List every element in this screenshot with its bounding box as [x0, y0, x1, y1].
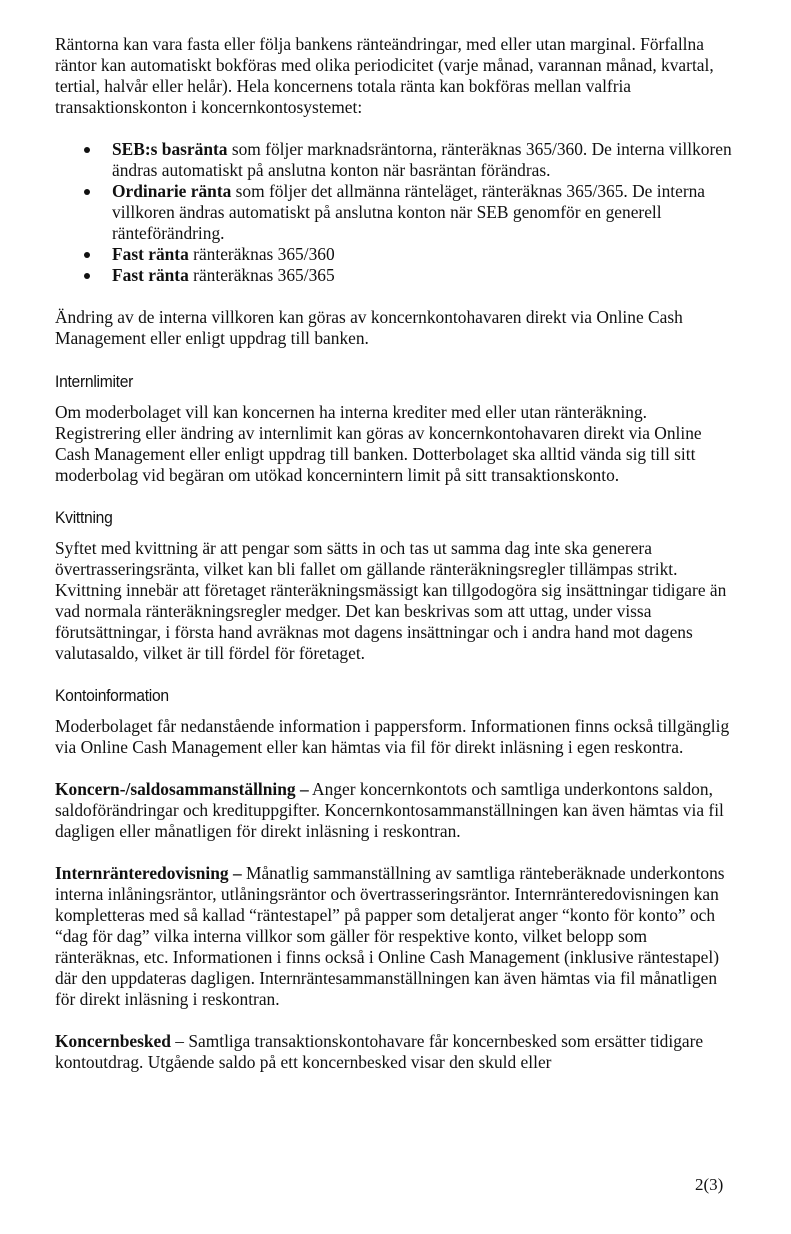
section-heading-kvittning: Kvittning	[55, 508, 113, 527]
rate-text: ränteräknas 365/365	[188, 265, 335, 285]
internlimiter-paragraph: Om moderbolaget vill kan koncernen ha interna krediter med eller utan ränteräkning. Registrering eller ändring av internlimit kan göras av koncernkontohavaren direkt via Online Cash Management eller enligt uppdrag till banken. Dotterbolaget ska alltid vända sig till sitt moderbolag vid begäran om utökad koncernintern limit på sitt transaktionskonto.	[55, 402, 702, 485]
info-text: Anger koncernkontots och samtliga underkontons saldon, saldoförändringar och kredituppgifter. Koncernkontosammanställningen kan även hämtas via fil dagligen eller månatligen för direkt inläsning i reskontran.	[55, 779, 724, 841]
list-item	[112, 139, 735, 181]
section-heading-internlimiter: Internlimiter	[55, 372, 134, 391]
info-item-koncernbesked	[55, 1031, 735, 1073]
intro-paragraph: Räntorna kan vara fasta eller följa bankens ränteändringar, med eller utan marginal. Förfallna räntor kan automatiskt bokföras med olika periodicitet (varje månad, varannan månad, kvartal, tertial, halvår eller helår). Hela koncernens totala ränta kan bokföras mellan valfria transaktionskonton i koncernkontosystemet:	[55, 34, 714, 117]
rate-text: som följer marknadsräntorna, ränteräknas 365/360. De interna villkoren ändras automatiskt på anslutna konton när basräntan förändras.	[112, 139, 732, 180]
info-term: Koncern-/saldosammanställning –	[55, 779, 309, 799]
rate-term: Ordinarie ränta	[112, 181, 232, 201]
kvittning-paragraph: Syftet med kvittning är att pengar som sätts in och tas ut samma dag inte ska generera övertrasseringsränta, vilket kan bli fallet om gällande ränteräkningsregler tillämpas strikt. Kvittning innebär att företaget ränteräkningsmässigt kan tillgodogöra sig insättningar tidigare än vad normala ränteräkningsregler medger. Det kan beskrivas som att uttag, under vissa förutsättningar, i första hand avräknas mot dagens insättningar och i andra hand mot dagens valutasaldo, vilket är till fördel för företaget.	[55, 538, 727, 663]
change-paragraph: Ändring av de interna villkoren kan göras av koncernkontohavaren direkt via Online Cash Management eller enligt uppdrag till banken.	[55, 307, 683, 348]
list-item	[112, 244, 735, 265]
bullet-icon	[84, 273, 90, 279]
rate-term: Fast ränta	[112, 265, 189, 285]
info-text: – Samtliga transaktionskontohavare får koncernbesked som ersätter tidigare kontoutdrag. Utgående saldo på ett koncernbesked visar den skuld eller	[55, 1031, 704, 1072]
info-text: Månatlig sammanställning av samtliga ränteberäknade underkontons interna inlåningsräntor, utlåningsräntor och övertrasseringsräntor. Internränteredovisningen kan kompletteras med så kallad “räntestapel” på papper som detaljerat anger “konto för konto” och “dag för dag” vilka interna villkor som gäller för respektive konto, vilket belopp som ränteräknas, etc. Informationen i finns också i Online Cash Management (inklusive räntestapel) där den uppdateras dagligen. Internräntesammanställningen kan även hämtas via fil månatligen för direkt inläsning i reskontran.	[55, 863, 725, 1009]
bullet-icon	[84, 147, 90, 153]
info-term: Internränteredovisning –	[55, 863, 242, 883]
rate-term: SEB:s basränta	[112, 139, 228, 159]
list-item	[112, 265, 735, 286]
info-term: Koncernbesked	[55, 1031, 171, 1051]
rate-text: som följer det allmänna ränteläget, ränteräknas 365/365. De interna villkoren ändras automatiskt på anslutna konton när SEB genomför en generell ränteförändring.	[112, 181, 706, 243]
info-item-saldosammanstallning	[55, 779, 735, 842]
kontoinformation-paragraph: Moderbolaget får nedanstående information i pappersform. Informationen finns också tillgänglig via Online Cash Management eller kan hämtas via fil för direkt inläsning i egen reskontra.	[55, 716, 730, 757]
info-item-internranteredovisning	[55, 863, 735, 1010]
bullet-icon	[84, 252, 90, 258]
list-item	[112, 181, 735, 244]
rate-text: ränteräknas 365/360	[188, 244, 335, 264]
page-number: 2(3)	[695, 1175, 724, 1194]
document-body	[55, 34, 735, 1094]
rate-term: Fast ränta	[112, 244, 189, 264]
rate-list	[55, 139, 735, 286]
bullet-icon	[84, 189, 90, 195]
section-heading-kontoinformation: Kontoinformation	[55, 686, 169, 705]
